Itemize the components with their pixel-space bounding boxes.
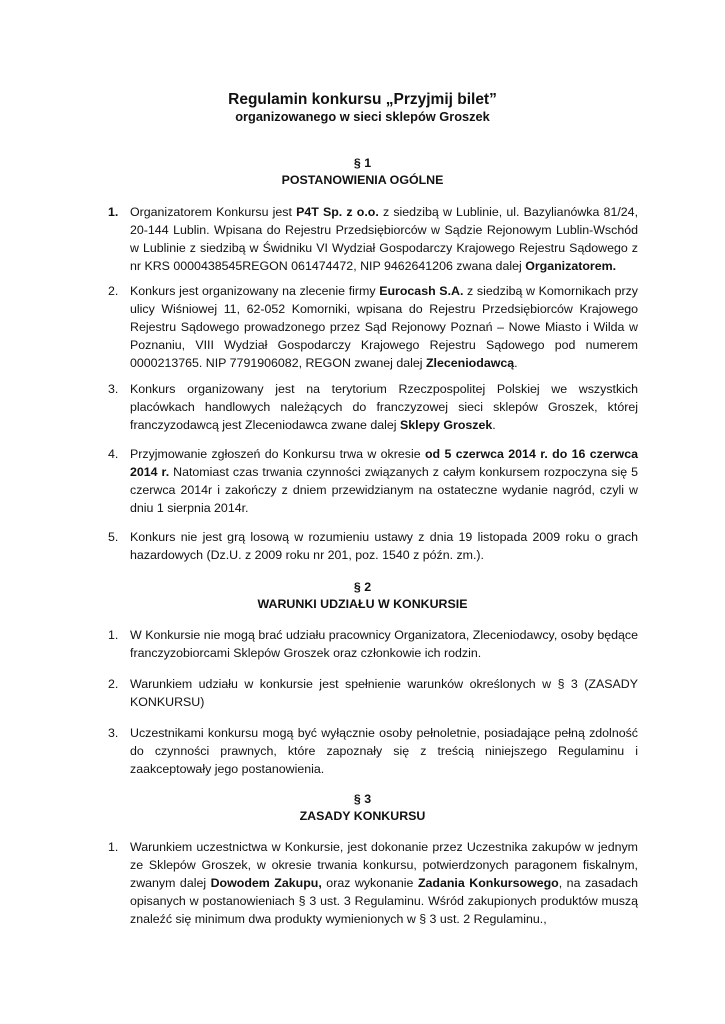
list-item	[108, 724, 638, 778]
item-number: 3.	[108, 726, 119, 740]
section-3-heading: ZASADY KONKURSU	[299, 809, 426, 823]
list-item	[108, 380, 638, 434]
list-item	[108, 626, 638, 662]
list-item	[108, 445, 638, 517]
list-item	[108, 675, 638, 711]
item-text: Organizatorem Konkursu jest P4T Sp. z o.o. z siedzibą w Lublinie, ul. Bazylianówka 81/24, 20-144 Lublin. Wpisana do Rejestru Przedsiębiorców w Sądzie Rejonowym Lublin-Wschód w Lublinie z siedzibą w Świdniku VI Wydział Gospodarczy Krajowego Rejestru Sądowego z nr KRS 0000438545REGON 061474472, NIP 9462641206 zwana dalej Organizatorem.	[130, 205, 639, 273]
item-text: Warunkiem uczestnictwa w Konkursie, jest dokonanie przez Uczestnika zakupów w jednym ze Sklepów Groszek, w okresie trwania konkursu, potwierdzonych paragonem fiskalnym, zwanym dalej Dowodem Zakupu, oraz wykonanie Zadania Konkursowego, na zasadach opisanych w postanowieniach § 3 ust. 3 Regulaminu. Wśród zakupionych produktów muszą znaleźć się minimum dwa produkty wymienionych w § 3 ust. 2 Regulaminu.,	[130, 840, 638, 926]
section-3-symbol: § 3	[353, 792, 372, 806]
document-title: Regulamin konkursu „Przyjmij bilet”	[228, 91, 497, 108]
document-subtitle: organizowanego w sieci sklepów Groszek	[235, 109, 490, 124]
item-number: 1.	[108, 628, 119, 642]
list-item	[108, 528, 638, 564]
item-number: 3.	[108, 382, 119, 396]
item-text: Konkurs nie jest grą losową w rozumieniu ustawy z dnia 19 listopada 2009 roku o grach hazardowych (Dz.U. z 2009 roku nr 201, poz. 1540 z późn. zm.).	[130, 530, 638, 562]
item-text: Konkurs jest organizowany na zlecenie firmy Eurocash S.A. z siedzibą w Komornikach przy ulicy Wiśniowej 11, 62-052 Komorniki, wpisana do Rejestru Przedsiębiorców Krajowego Rejestru Sądowego prowadzonego przez Sąd Rejonowy Poznań – Nowe Miasto i Wilda w Poznaniu, VIII Wydział Gospodarczy Krajowego Rejestru Sądowego pod numerem 0000213765. NIP 7791906082, REGON zwanej dalej Zleceniodawcą.	[130, 284, 638, 370]
item-number: 1.	[108, 205, 119, 219]
item-number: 5.	[108, 530, 119, 544]
item-number: 2.	[108, 677, 119, 691]
section-1-heading: POSTANOWIENIA OGÓLNE	[281, 173, 444, 187]
item-number: 4.	[108, 447, 119, 461]
item-number: 2.	[108, 284, 119, 298]
item-text: Uczestnikami konkursu mogą być wyłącznie osoby pełnoletnie, posiadające pełną zdolność do czynności prawnych, które zapoznały się z treścią niniejszego Regulaminu i zaakceptowały jego postanowienia.	[130, 726, 638, 776]
section-2-heading: WARUNKI UDZIAŁU W KONKURSIE	[257, 597, 468, 611]
section-1-symbol: § 1	[353, 156, 372, 170]
list-item	[108, 203, 638, 275]
item-number: 1.	[108, 840, 119, 854]
item-text: Konkurs organizowany jest na terytorium Rzeczpospolitej Polskiej we wszystkich placówkach handlowych należących do franczyzowej sieci sklepów Groszek, której franczyzodawcą jest Zleceniodawca zwane dalej Sklepy Groszek.	[130, 382, 638, 432]
list-item	[108, 282, 638, 372]
item-text: Przyjmowanie zgłoszeń do Konkursu trwa w okresie od 5 czerwca 2014 r. do 16 czerwca 2014 r. Natomiast czas trwania czynności związanych z całym konkursem rozpoczyna się 5 czerwca 2014r i zakończy z dniem przewidzianym na ostateczne wydanie nagród, czyli w dniu 1 sierpnia 2014r.	[130, 447, 638, 515]
section-2-symbol: § 2	[353, 580, 372, 594]
list-item	[108, 838, 638, 928]
item-text: Warunkiem udziału w konkursie jest spełnienie warunków określonych w § 3 (ZASADY KONKURSU)	[130, 677, 638, 709]
item-text: W Konkursie nie mogą brać udziału pracownicy Organizatora, Zleceniodawcy, osoby będące franczyzobiorcami Sklepów Groszek oraz członkowie ich rodzin.	[130, 628, 638, 660]
